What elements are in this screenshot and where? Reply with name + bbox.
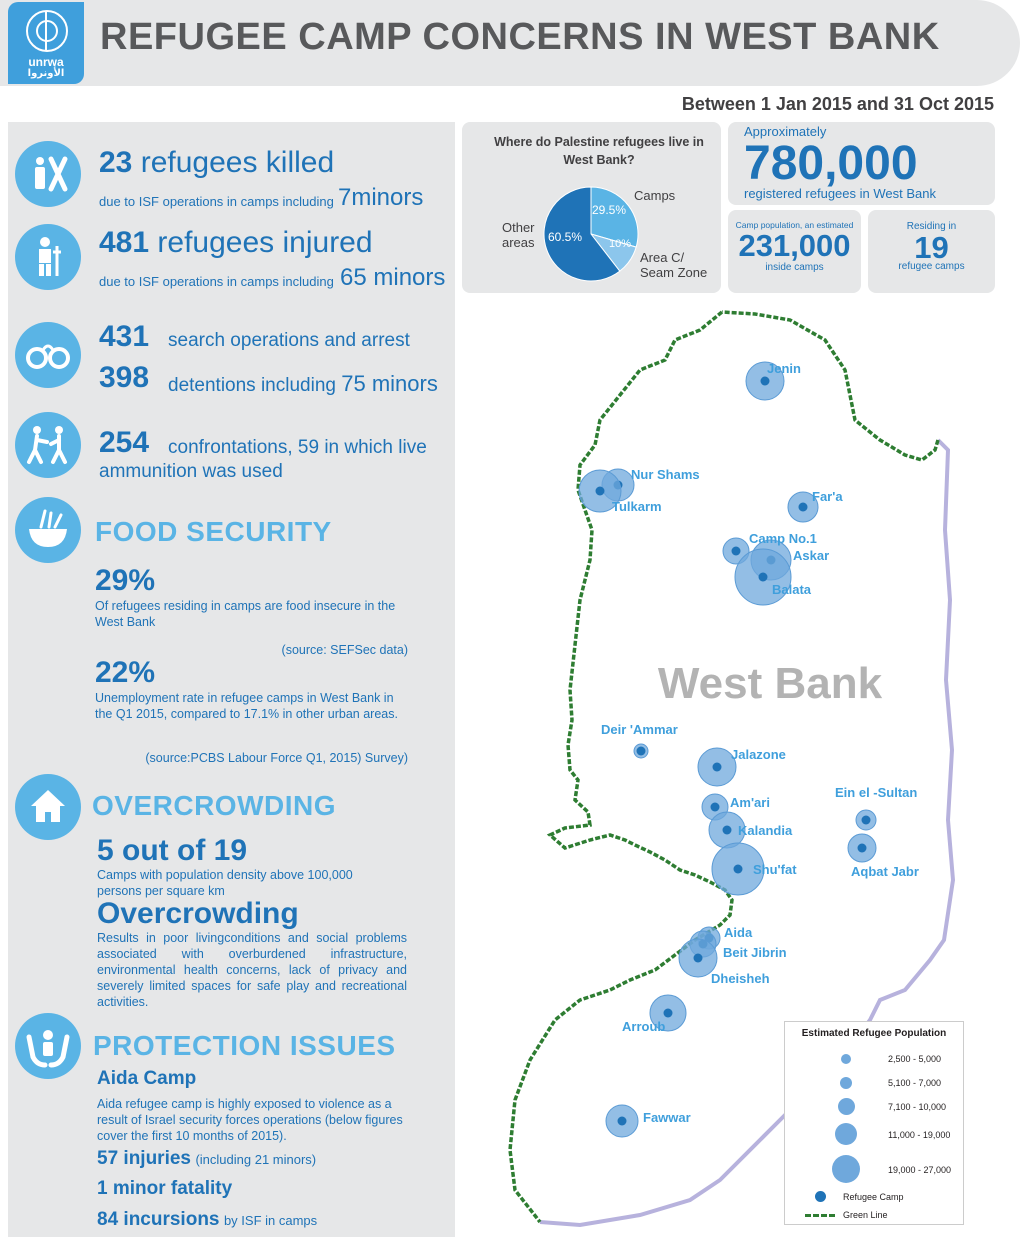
pie-label-camps: Camps <box>634 188 676 203</box>
camp-label: Ein el -Sultan <box>835 785 918 800</box>
legend-range-3: 7,100 - 10,000 <box>888 1102 947 1112</box>
food-security-title: FOOD SECURITY <box>95 516 332 547</box>
detentions-stat: 398 <box>99 361 150 394</box>
camp-dot <box>618 1117 627 1126</box>
legend-green-line-label: Green Line <box>843 1210 888 1220</box>
handcuffs-icon <box>15 322 81 388</box>
camp-dot <box>694 954 703 963</box>
confrontation-icon <box>15 412 81 478</box>
food-source1: (source: SEFSec data) <box>281 643 408 657</box>
logo-text-ar: الأونروا <box>27 68 65 79</box>
legend-range-5: 19,000 - 27,000 <box>888 1165 952 1175</box>
legend-range-4: 11,000 - 19,000 <box>888 1130 951 1140</box>
legend-range-1: 2,500 - 5,000 <box>888 1054 942 1064</box>
map-region-label: West Bank <box>657 659 883 708</box>
protection-title: PROTECTION ISSUES <box>93 1030 396 1061</box>
overcrowding-stat-text: Camps with population density above 100,000 persons per square km <box>97 868 353 898</box>
pie-question: Where do Palestine refugees live in West Bank? <box>494 135 704 167</box>
camp-dot <box>759 573 768 582</box>
camp-dot <box>858 844 867 853</box>
camp-pop-label: Camp population, an estimated <box>735 220 854 230</box>
camp-dot <box>799 503 808 512</box>
camp-label: Camp No.1 <box>749 531 817 546</box>
registered-label: registered refugees in West Bank <box>744 186 936 201</box>
killed-icon <box>15 141 81 207</box>
overcrowding-text: Results in poor livingconditions and social problems associated with overburdened infrastructure, environmental health concerns, lack of privacy and severely limited spaces for safe play and recreational activities. <box>97 931 407 1009</box>
camp-label: Jalazone <box>731 747 786 762</box>
camps-count-sub: refugee camps <box>898 261 965 272</box>
camp-label: Fawwar <box>643 1110 691 1125</box>
food-text2: Unemployment rate in refugee camps in West Bank in the Q1 2015, compared to 17.1% in other urban areas. <box>95 691 398 721</box>
camp-dot <box>723 826 732 835</box>
camp-label: Askar <box>793 548 830 563</box>
camp-label: Far'a <box>812 489 843 504</box>
camp-dot <box>734 865 743 874</box>
camp-dot <box>732 547 741 556</box>
camp-dot <box>761 377 770 386</box>
camp-label: Aqbat Jabr <box>851 864 919 879</box>
registered-approx: Approximately <box>744 124 827 139</box>
food-source2: (source:PCBS Labour Force Q1, 2015) Survey) <box>145 751 408 765</box>
search-stat: 431 <box>99 320 150 353</box>
camp-label: Balata <box>772 582 812 597</box>
food-text1: Of refugees residing in camps are food insecure in the West Bank <box>95 599 396 629</box>
unrwa-logo <box>8 2 84 84</box>
camp-label: Tulkarm <box>612 499 662 514</box>
protection-text: Aida refugee camp is highly exposed to violence as a result of Israel security forces operations (below figures cover the first 10 months of 2015). <box>97 1097 403 1143</box>
legend-range-2: 5,100 - 7,000 <box>888 1078 942 1088</box>
legend-camp-label: Refugee Camp <box>843 1192 904 1202</box>
camp-label: Kalandia <box>738 823 793 838</box>
camp-dot <box>711 803 720 812</box>
protection-incursions: 84 incursions by ISF in camps <box>97 1209 318 1230</box>
killed-minors: 7minors <box>338 184 424 211</box>
legend-green-line-swatch <box>805 1214 835 1217</box>
registered-number: 780,000 <box>744 137 918 190</box>
injured-sub: due to ISF operations in camps including <box>99 274 334 289</box>
food-bowl-icon <box>15 497 81 563</box>
confrontations-stat: 254 <box>99 426 150 459</box>
pie-value-camps: 29.5% <box>592 203 627 217</box>
house-icon <box>15 774 81 840</box>
overcrowding-heading: Overcrowding <box>97 897 299 930</box>
injured-minors: 65 minors <box>340 264 446 291</box>
camp-label: Aida <box>724 925 753 940</box>
pie-value-other: 60.5% <box>548 230 583 244</box>
camps-count-number: 19 <box>914 230 949 265</box>
pie-value-areac: 10% <box>609 238 632 250</box>
detentions-label: detentions including 75 minors <box>168 371 438 396</box>
camp-label: Am'ari <box>730 795 770 810</box>
logo-text-en: unrwa <box>28 55 64 69</box>
camp-label: Dheisheh <box>711 971 770 986</box>
camp-pop-sub: inside camps <box>765 262 824 273</box>
search-label: search operations and arrest <box>168 330 410 351</box>
overcrowding-title: OVERCROWDING <box>92 790 336 821</box>
camp-label: Beit Jibrin <box>723 945 787 960</box>
food-stat2: 22% <box>95 656 156 689</box>
camp-dot <box>596 487 605 496</box>
legend-title: Estimated Refugee Population <box>801 1028 947 1039</box>
map-legend <box>784 1021 964 1225</box>
legend-dot-5 <box>832 1155 860 1183</box>
confrontations-label2: ammunition was used <box>99 461 283 482</box>
pie-label-other: Other areas <box>502 220 535 250</box>
page-title: REFUGEE CAMP CONCERNS IN WEST BANK <box>100 16 940 58</box>
legend-dot-2 <box>840 1077 852 1089</box>
overcrowding-stat: 5 out of 19 <box>97 834 248 867</box>
confrontations-label1: confrontations, 59 in which live <box>168 437 427 458</box>
killed-sub: due to ISF operations in camps including <box>99 194 334 209</box>
camps-count-label: Residing in <box>906 221 957 232</box>
killed-stat: 23 refugees killed <box>99 146 335 179</box>
pie-label-areac: Area C/ Seam Zone <box>640 250 708 280</box>
date-range: Between 1 Jan 2015 and 31 Oct 2015 <box>681 94 994 114</box>
protection-camp: Aida Camp <box>97 1068 197 1089</box>
camp-dot <box>637 747 646 756</box>
camp-dot <box>664 1009 673 1018</box>
protection-hands-icon <box>15 1013 81 1079</box>
camp-pop-number: 231,000 <box>738 228 851 263</box>
protection-injuries: 57 injuries (including 21 minors) <box>97 1148 317 1169</box>
food-stat1: 29% <box>95 564 156 597</box>
legend-dot-1 <box>841 1054 851 1064</box>
camp-label: Deir 'Ammar <box>601 722 678 737</box>
camp-label: Jenin <box>767 361 801 376</box>
camp-label: Nur Shams <box>631 467 700 482</box>
camp-label: Shu'fat <box>753 862 797 877</box>
injured-stat: 481 refugees injured <box>99 226 373 259</box>
un-emblem-icon <box>26 10 68 52</box>
legend-camp-dot <box>815 1191 826 1202</box>
camp-label: Arroub <box>622 1019 666 1034</box>
camp-dot <box>713 763 722 772</box>
protection-fatality: 1 minor fatality <box>97 1178 233 1199</box>
injured-icon <box>15 224 81 290</box>
legend-dot-4 <box>835 1123 857 1145</box>
camp-dot <box>862 816 871 825</box>
legend-dot-3 <box>838 1098 855 1115</box>
